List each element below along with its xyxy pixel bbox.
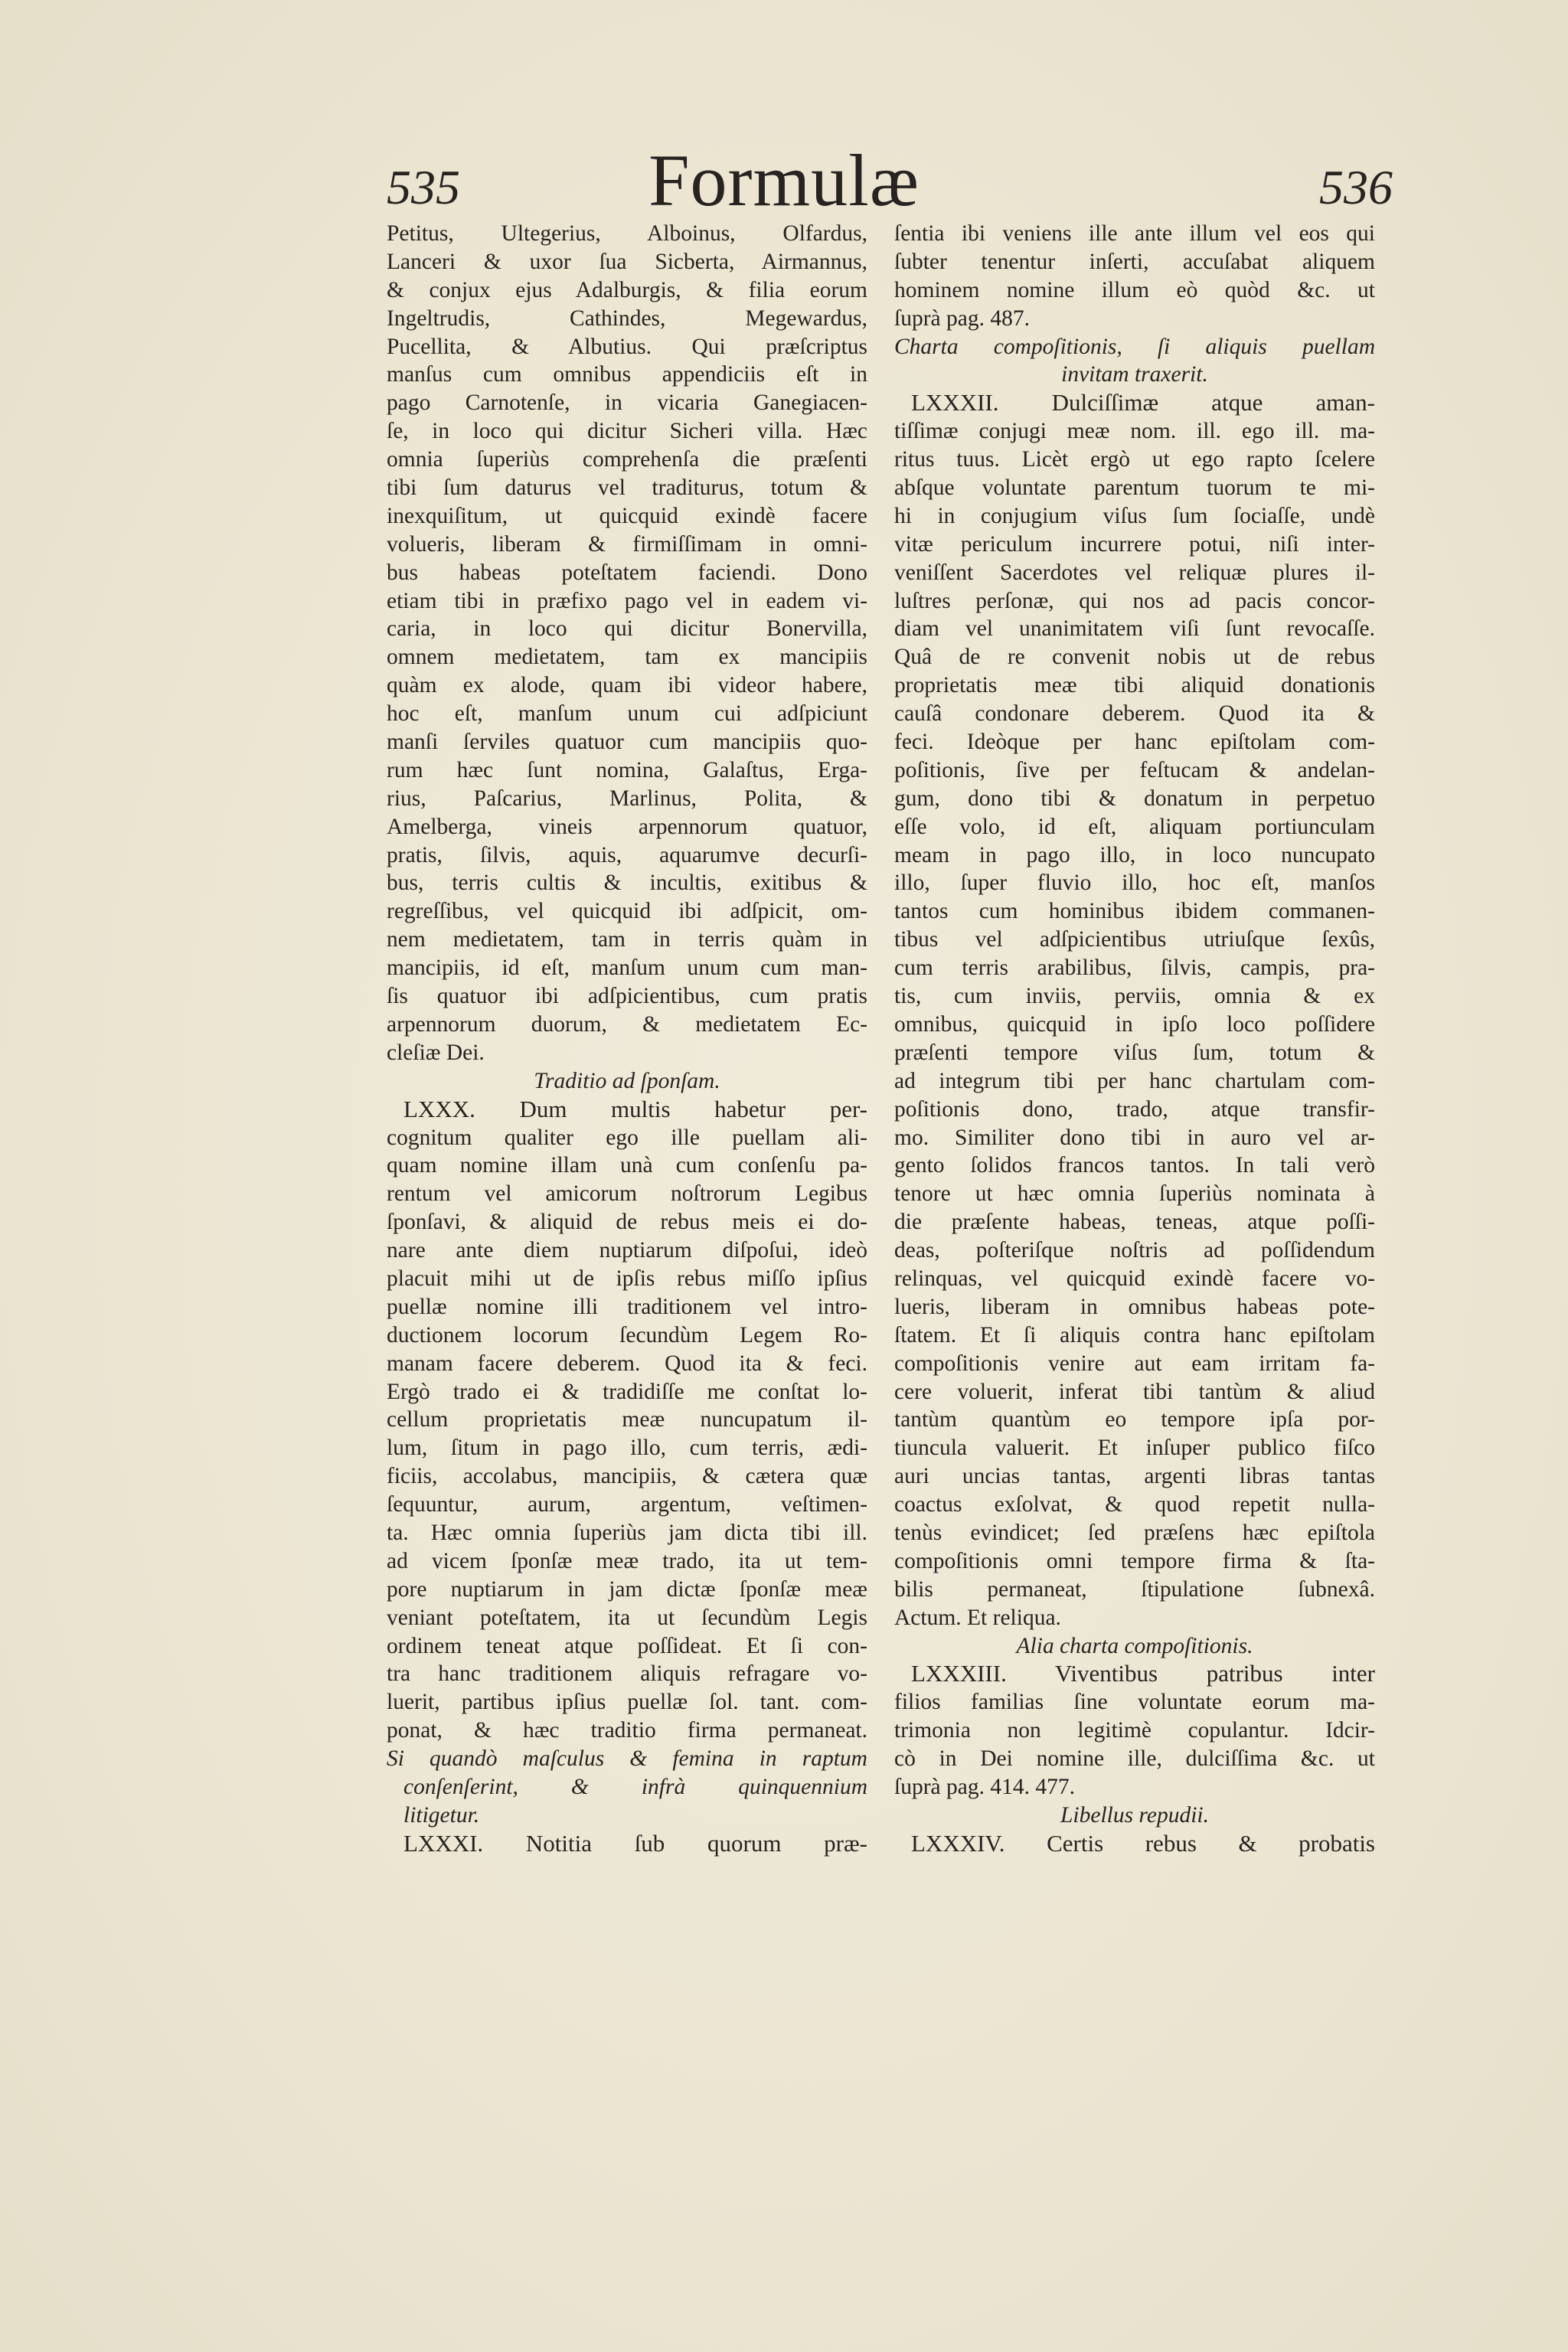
text-line: cere voluerit, inferat tibi tantùm & aliud bbox=[894, 1379, 1375, 1404]
text-line: compoſitionis venire aut eam irritam fa- bbox=[894, 1351, 1375, 1376]
text-line: volueris, liberam & firmiſſimam in omni- bbox=[387, 531, 867, 557]
text-line: Amelberga, vineis arpennorum quatuor, bbox=[387, 814, 867, 839]
text-line: Ergò trado ei & tradidiſſe me conſtat lo- bbox=[387, 1379, 867, 1404]
text-line: tenùs evindicet; ſed præſens hæc epiſtola bbox=[894, 1520, 1375, 1545]
text-line: arpennorum duorum, & medietatem Ec- bbox=[387, 1011, 867, 1037]
text-line: diam vel unanimitatem viſi ſunt revocaſſe. bbox=[894, 616, 1375, 642]
text-line: regreſſibus, vel quicquid ibi adſpicit, om- bbox=[387, 899, 867, 924]
text-line: auri uncias tantas, argenti libras tantas bbox=[894, 1464, 1375, 1489]
text-line: poſitionis dono, trado, atque transfir- bbox=[894, 1096, 1375, 1122]
text-line: bus habeas poteſtatem faciendi. Dono bbox=[387, 560, 867, 585]
text-line: deas, poſteriſque noſtris ad poſſidendum bbox=[894, 1238, 1375, 1263]
text-line: tiuncula valuerit. Et inſuper publico fiſco bbox=[894, 1436, 1375, 1461]
text-line: Actum. Et reliqua. bbox=[894, 1605, 1061, 1630]
text-line: tantùm quantùm eo tempore ipſa por- bbox=[894, 1407, 1375, 1432]
section-heading: Alia charta compoſitionis. bbox=[1016, 1633, 1253, 1658]
text-line: abſque voluntate parentum tuorum te mi- bbox=[894, 475, 1375, 501]
text-line: rentum vel amicorum noſtrorum Legibus bbox=[387, 1181, 867, 1207]
text-line: manſi ſerviles quatuor cum mancipiis quo- bbox=[387, 730, 867, 755]
text-line: luerit, partibus ipſius puellæ ſol. tant. com- bbox=[387, 1690, 867, 1715]
text-line: manam facere deberem. Quod ita & feci. bbox=[387, 1351, 867, 1376]
text-line: luſtres perſonæ, qui nos ad pacis concor- bbox=[894, 588, 1375, 613]
text-line: ſis quatuor ibi adſpicientibus, cum pratis bbox=[387, 984, 867, 1009]
text-line: Petitus, Ultegerius, Alboinus, Olfardus, bbox=[387, 221, 867, 246]
text-line: vitæ periculum incurrere potui, niſi inter- bbox=[894, 531, 1375, 557]
text-line: relinquas, vel quicquid exindè facere vo- bbox=[894, 1266, 1375, 1291]
text-line: Pucellita, & Albutius. Qui præſcriptus bbox=[387, 334, 867, 359]
text-line: tibi ſum daturus vel traditurus, totum & bbox=[387, 475, 867, 501]
text-line: Quâ de re convenit nobis ut de rebus bbox=[894, 645, 1375, 670]
section-heading: litigetur. bbox=[403, 1802, 480, 1828]
text-line: etiam tibi in præfixo pago vel in eadem vi- bbox=[387, 588, 867, 613]
text-line: gento ſolidos francos tantos. In tali verò bbox=[894, 1153, 1375, 1178]
text-line: LXXXI. Notitia ſub quorum præ- bbox=[403, 1829, 867, 1857]
text-line: omnia ſuperiùs comprehenſa die præſenti bbox=[387, 447, 867, 472]
text-line: meam in pago illo, in loco nuncupato bbox=[894, 842, 1375, 867]
text-line: pago Carnotenſe, in vicaria Ganegiacen- bbox=[387, 390, 867, 416]
text-line: cauſâ condonare deberem. Quod ita & bbox=[894, 701, 1375, 727]
text-line: tiſſimæ conjugi meæ nom. ill. ego ill. ma- bbox=[894, 419, 1375, 444]
text-line: ta. Hæc omnia ſuperiùs jam dicta tibi ill. bbox=[387, 1520, 867, 1545]
text-line: Ingeltrudis, Cathindes, Megewardus, bbox=[387, 305, 867, 331]
text-line: ſentia ibi veniens ille ante illum vel eos qui bbox=[894, 221, 1375, 246]
text-line: nare ante diem nuptiarum diſpoſui, ideò bbox=[387, 1238, 867, 1263]
text-line: omnem medietatem, tam ex mancipiis bbox=[387, 645, 867, 670]
text-line: lueris, liberam in omnibus habeas pote- bbox=[894, 1294, 1375, 1319]
text-line: LXXX. Dum multis habetur per- bbox=[403, 1095, 867, 1122]
text-line: proprietatis meæ tibi aliquid donationis bbox=[894, 673, 1375, 698]
text-line: gum, dono tibi & donatum in perpetuo bbox=[894, 786, 1375, 811]
text-line: rius, Paſcarius, Marlinus, Polita, & bbox=[387, 786, 867, 811]
left-column bbox=[387, 220, 867, 1858]
text-line: pratis, ſilvis, aquis, aquarumve decurſi- bbox=[387, 842, 867, 867]
text-line: rum hæc ſunt nomina, Galaſtus, Erga- bbox=[387, 757, 867, 782]
text-line: hoc eſt, manſum unum cui adſpiciunt bbox=[387, 701, 867, 727]
text-line: manſus cum omnibus appendiciis eſt in bbox=[387, 362, 867, 387]
right-column bbox=[894, 220, 1375, 1858]
text-line: ficiis, accolabus, mancipiis, & cætera quæ bbox=[387, 1464, 867, 1489]
text-line: pore nuptiarum in jam dictæ ſponſæ meæ bbox=[387, 1576, 867, 1602]
text-line: omnibus, quicquid in ipſo loco poſſidere bbox=[894, 1011, 1375, 1037]
text-line: placuit mihi ut de ipſis rebus miſſo ipſius bbox=[387, 1266, 867, 1291]
text-line: ductionem locorum ſecundùm Legem Ro- bbox=[387, 1322, 867, 1348]
text-line: ſe, in loco qui dicitur Sicheri villa. Hæc bbox=[387, 419, 867, 444]
text-line: ſequuntur, aurum, argentum, veſtimen- bbox=[387, 1492, 867, 1517]
text-line: cum terris arabilibus, ſilvis, campis, pra- bbox=[894, 956, 1375, 981]
section-heading: Si quandò maſculus & femina in raptum bbox=[387, 1746, 867, 1772]
text-line: tantos cum hominibus ibidem commanen- bbox=[894, 899, 1375, 924]
text-line: nem medietatem, tam in terris quàm in bbox=[387, 927, 867, 952]
running-title: Formulæ bbox=[648, 139, 920, 221]
text-line: quàm ex alode, quam ibi videor habere, bbox=[387, 673, 867, 698]
text-line: LXXXII. Dulciſſimæ atque aman- bbox=[911, 389, 1375, 416]
text-line: hominem nomine illum eò quòd &c. ut bbox=[894, 277, 1375, 302]
text-line: caria, in loco qui dicitur Bonervilla, bbox=[387, 616, 867, 642]
text-line: bus, terris cultis & incultis, exitibus & bbox=[387, 871, 867, 896]
text-line: ad integrum tibi per hanc chartulam com- bbox=[894, 1068, 1375, 1093]
section-heading: invitam traxerit. bbox=[1061, 362, 1208, 387]
text-line: LXXXIII. Viventibus patribus inter bbox=[911, 1660, 1375, 1687]
text-line: cleſiæ Dei. bbox=[387, 1040, 485, 1065]
text-line: tis, cum inviis, perviis, omnia & ex bbox=[894, 984, 1375, 1009]
text-line: cognitum qualiter ego ille puellam ali- bbox=[387, 1125, 867, 1150]
page-number-right: 536 bbox=[1319, 160, 1393, 214]
text-line: poſitionis, ſive per feſtucam & andelan- bbox=[894, 757, 1375, 782]
text-line: ſponſavi, & aliquid de rebus meis ei do- bbox=[387, 1210, 867, 1235]
text-line: coactus exſolvat, & quod repetit nulla- bbox=[894, 1492, 1375, 1517]
text-line: eſſe volo, id eſt, aliquam portiunculam bbox=[894, 814, 1375, 839]
text-line: ad vicem ſponſæ meæ trado, ita ut tem- bbox=[387, 1548, 867, 1573]
text-line: mancipiis, id eſt, manſum unum cum man- bbox=[387, 956, 867, 981]
text-line: bilis permaneat, ſtipulatione ſubnexâ. bbox=[894, 1576, 1375, 1602]
text-line: tibus vel adſpicientibus utriuſque ſexûs, bbox=[894, 927, 1375, 952]
section-heading: Charta compoſitionis, ſi aliquis puellam bbox=[894, 334, 1375, 359]
text-line: ſuprà pag. 414. 477. bbox=[894, 1774, 1075, 1799]
text-line: puellæ nomine illi traditionem vel intro- bbox=[387, 1294, 867, 1319]
text-line: ponat, & hæc traditio firma permaneat. bbox=[387, 1718, 867, 1743]
text-line: mo. Similiter dono tibi in auro vel ar- bbox=[894, 1125, 1375, 1150]
text-line: præſenti tempore viſus ſum, totum & bbox=[894, 1040, 1375, 1065]
text-line: ſtatem. Et ſi aliquis contra hanc epiſtolam bbox=[894, 1322, 1375, 1348]
text-line: feci. Ideòque per hanc epiſtolam com- bbox=[894, 730, 1375, 755]
text-line: tra hanc traditionem aliquis refragare vo- bbox=[387, 1661, 867, 1687]
section-heading: Traditio ad ſponſam. bbox=[534, 1068, 720, 1093]
text-line: & conjux ejus Adalburgis, & filia eorum bbox=[387, 277, 867, 302]
text-line: ſubter tenentur inſerti, accuſabat aliquem bbox=[894, 249, 1375, 274]
text-line: ritus tuus. Licèt ergò ut ego rapto ſcelere bbox=[894, 447, 1375, 472]
text-line: hi in conjugium viſus ſum ſociaſſe, undè bbox=[894, 503, 1375, 528]
text-line: cò in Dei nomine ille, dulciſſima &c. ut bbox=[894, 1746, 1375, 1772]
text-line: quam nomine illam unà cum conſenſu pa- bbox=[387, 1153, 867, 1178]
text-line: ordinem teneat atque poſſideat. Et ſi con- bbox=[387, 1633, 867, 1658]
text-line: inexquiſitum, ut quicquid exindè facere bbox=[387, 503, 867, 528]
text-line: lum, ſitum in pago illo, cum terris, ædi- bbox=[387, 1436, 867, 1461]
section-heading: conſenſerint, & infrà quinquennium bbox=[403, 1774, 867, 1799]
text-line: tenore ut hæc omnia ſuperiùs nominata à bbox=[894, 1181, 1375, 1207]
text-line: veniſſent Sacerdotes vel reliquæ plures il- bbox=[894, 560, 1375, 585]
text-line: trimonia non legitimè copulantur. Idcir- bbox=[894, 1718, 1375, 1743]
text-line: Lanceri & uxor ſua Sicberta, Airmannus, bbox=[387, 249, 867, 274]
text-line: die præſente habeas, teneas, atque poſſi- bbox=[894, 1210, 1375, 1235]
text-line: LXXXIV. Certis rebus & probatis bbox=[911, 1829, 1375, 1857]
text-line: veniant poteſtatem, ita ut ſecundùm Legis bbox=[387, 1605, 867, 1630]
text-line: ſuprà pag. 487. bbox=[894, 305, 1030, 331]
text-line: compoſitionis omni tempore firma & ſta- bbox=[894, 1548, 1375, 1573]
text-line: illo, ſuper fluvio illo, hoc eſt, manſos bbox=[894, 871, 1375, 896]
text-line: cellum proprietatis meæ nuncupatum il- bbox=[387, 1407, 867, 1432]
section-heading: Libellus repudii. bbox=[1060, 1802, 1209, 1828]
text-line: filios familias ſine voluntate eorum ma- bbox=[894, 1690, 1375, 1715]
page-number-left: 535 bbox=[387, 160, 460, 214]
